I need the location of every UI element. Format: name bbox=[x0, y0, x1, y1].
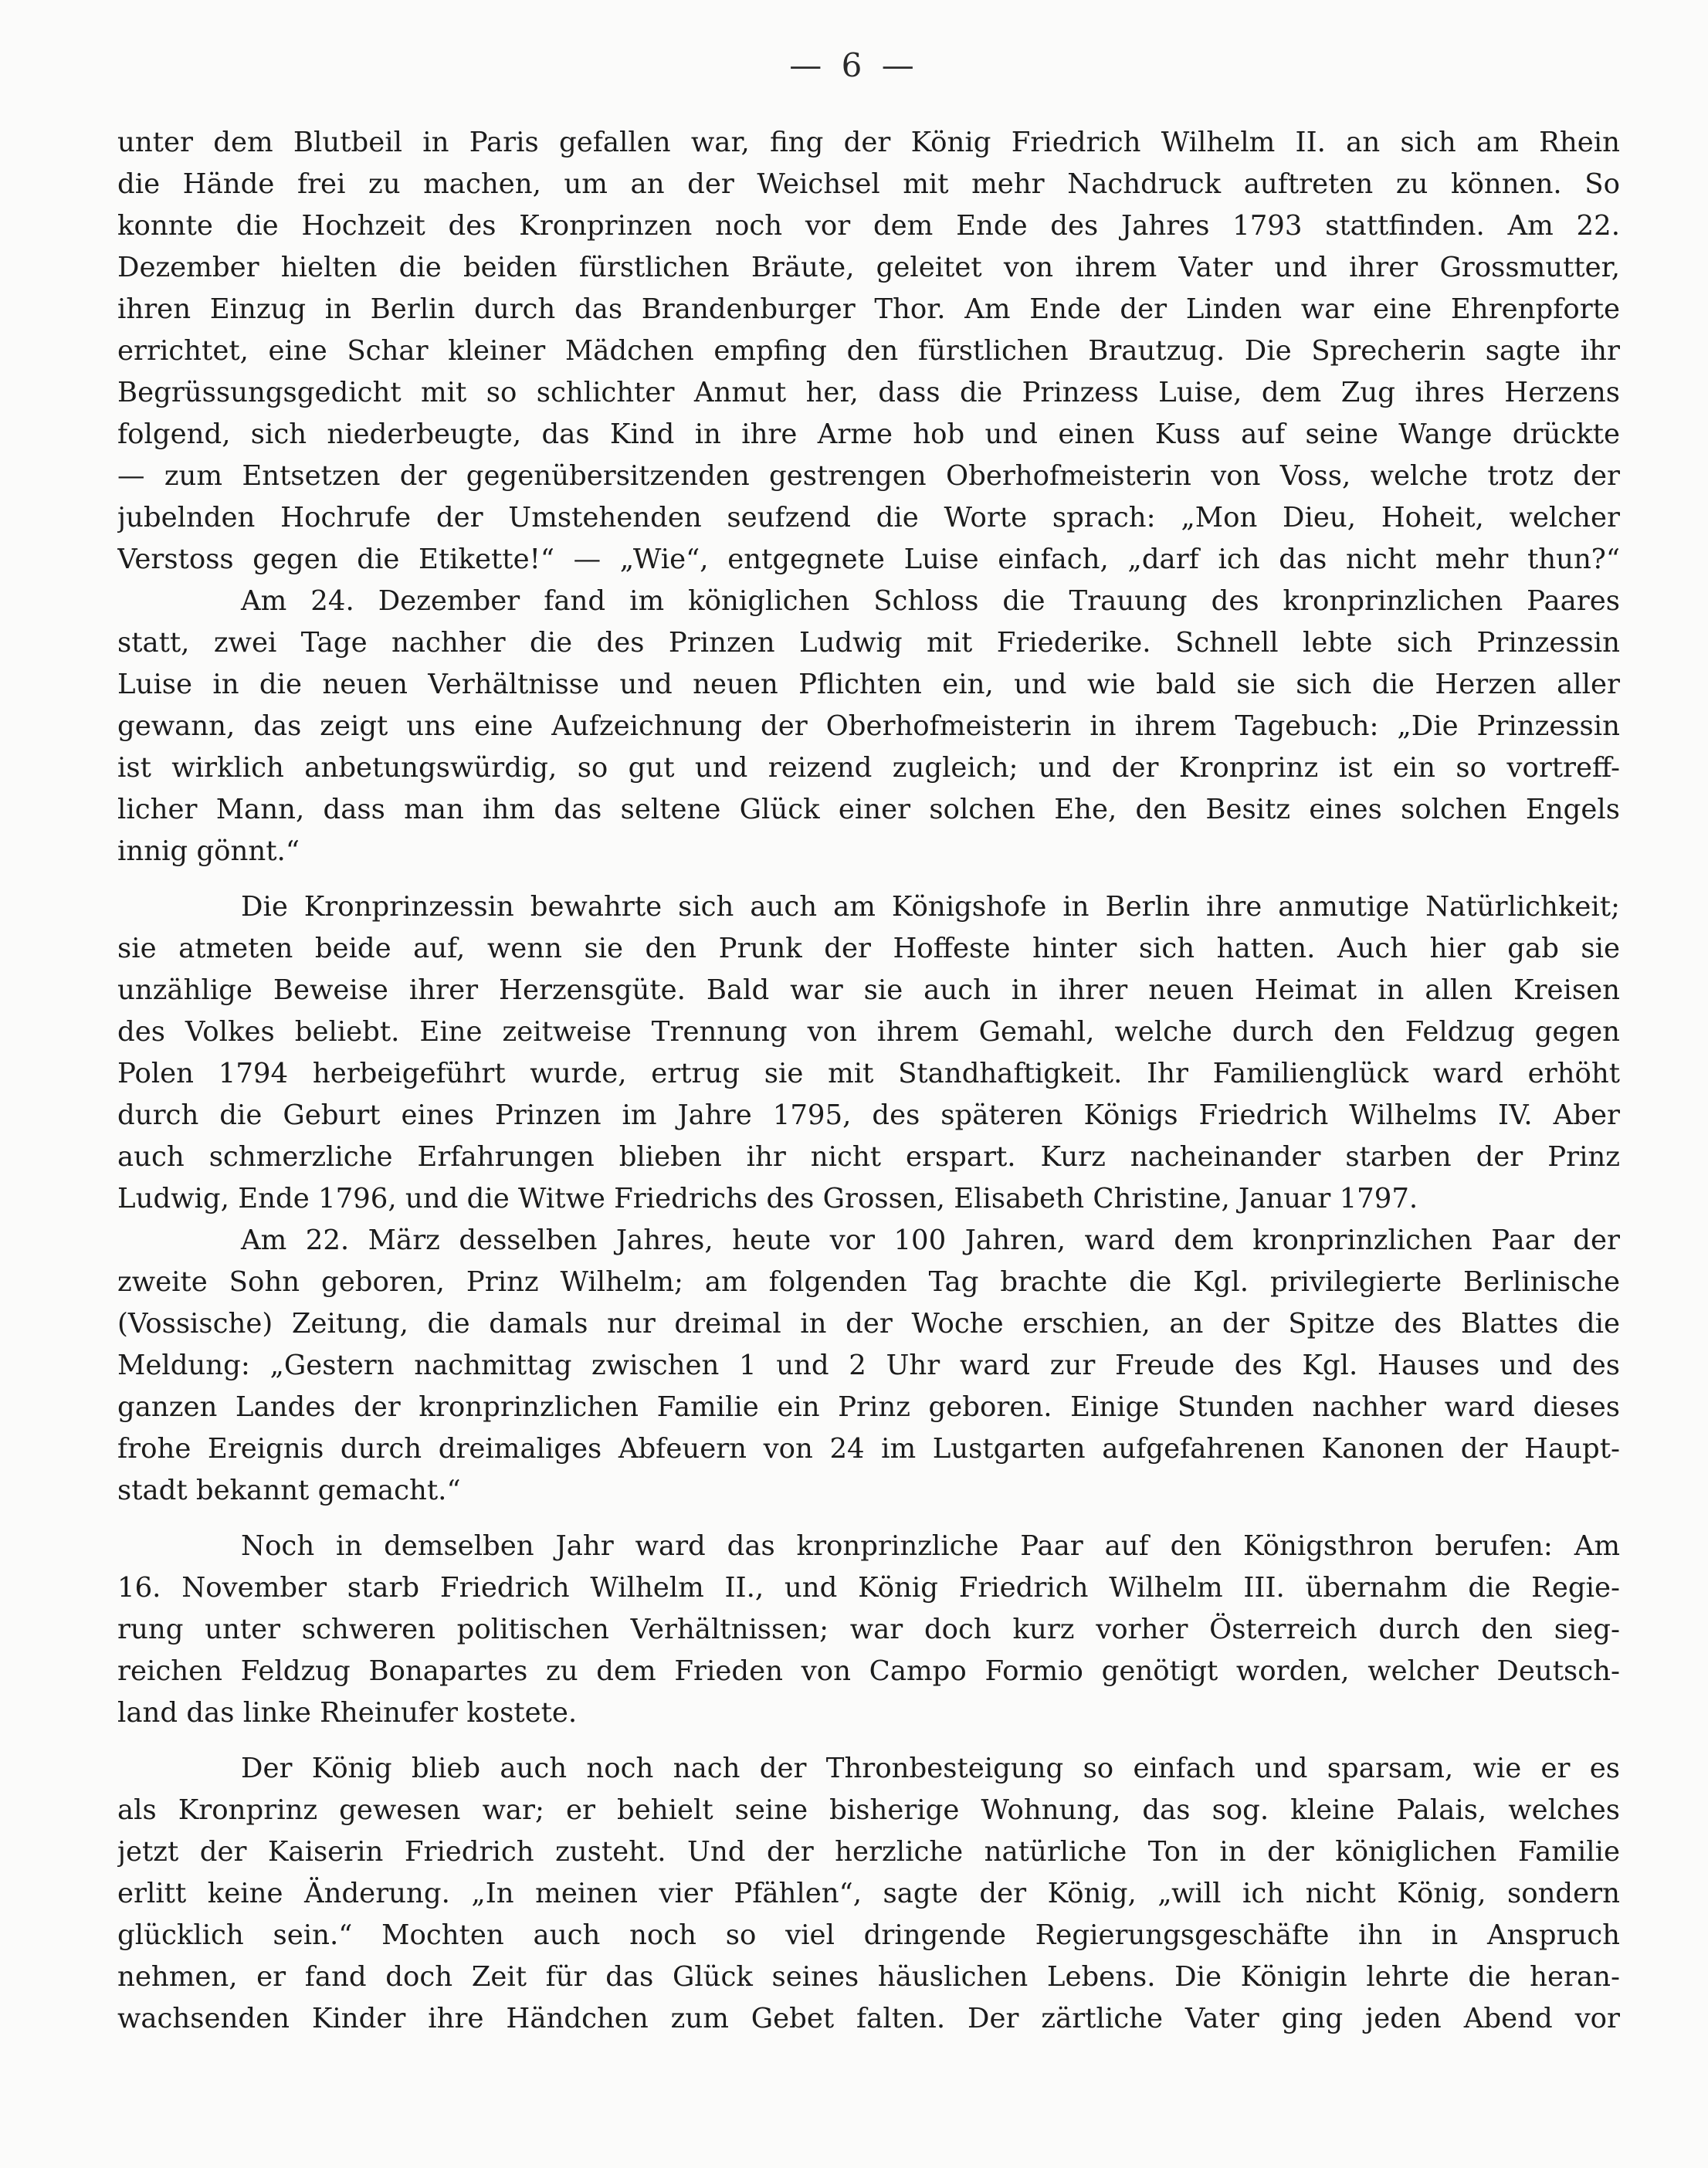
text-line: ist wirklich anbetungswürdig, so gut und reizend zugleich; und der Kronprinz ist ein so vortreff- bbox=[117, 752, 1620, 784]
text-line: jubelnden Hochrufe der Umstehenden seufzend die Worte sprach: „Mon Dieu, Hoheit, welcher bbox=[117, 502, 1620, 534]
text-line: Am 24. Dezember fand im königlichen Schloss die Trauung des kronprinzlichen Paares bbox=[241, 585, 1620, 617]
text-line: als Kronprinz gewesen war; er behielt seine bisherige Wohnung, das sog. kleine Palais, welches bbox=[117, 1794, 1620, 1826]
text-line: unter dem Blutbeil in Paris gefallen war, fing der König Friedrich Wilhelm II. an sich am Rhein bbox=[117, 127, 1620, 158]
paragraph-2 bbox=[117, 581, 1620, 872]
paragraph-1 bbox=[117, 122, 1620, 581]
text-line: rung unter schweren politischen Verhältnissen; war doch kurz vorher Österreich durch den sieg- bbox=[117, 1614, 1620, 1645]
text-line: des Volkes beliebt. Eine zeitweise Trennung von ihrem Gemahl, welche durch den Feldzug gegen bbox=[117, 1016, 1620, 1048]
text-line: — zum Entsetzen der gegenübersitzenden gestrengen Oberhofmeisterin von Voss, welche trotz der bbox=[117, 460, 1620, 492]
text-line: (Vossische) Zeitung, die damals nur dreimal in der Woche erschien, an der Spitze des Blattes die bbox=[117, 1308, 1620, 1340]
text-line: gewann, das zeigt uns eine Aufzeichnung der Oberhofmeisterin in ihrem Tagebuch: „Die Prinzessin bbox=[117, 710, 1620, 742]
text-line: konnte die Hochzeit des Kronprinzen noch vor dem Ende des Jahres 1793 stattfinden. Am 22. bbox=[117, 210, 1620, 242]
text-line: Verstoss gegen die Etikette!“ — „Wie“, entgegnete Luise einfach, „darf ich das nicht mehr thun?“ bbox=[117, 544, 1620, 575]
text-line: folgend, sich niederbeugte, das Kind in ihre Arme hob und einen Kuss auf seine Wange drückte bbox=[117, 418, 1620, 450]
text-line: erlitt keine Änderung. „In meinen vier Pfählen“, sagte der König, „will ich nicht König, sondern bbox=[117, 1878, 1620, 1909]
text-line: Die Kronprinzessin bewahrte sich auch am Königshofe in Berlin ihre anmutige Natürlichkeit; bbox=[241, 891, 1620, 923]
text-line: zweite Sohn geboren, Prinz Wilhelm; am folgenden Tag brachte die Kgl. privilegierte Berlinische bbox=[117, 1266, 1620, 1298]
text-line: land das linke Rheinufer kostete. bbox=[117, 1697, 578, 1729]
text-line: frohe Ereignis durch dreimaliges Abfeuern von 24 im Lustgarten aufgefahrenen Kanonen der Haupt- bbox=[117, 1433, 1620, 1465]
text-line: Polen 1794 herbeigeführt wurde, ertrug sie mit Standhaftigkeit. Ihr Familienglück ward erhöht bbox=[117, 1058, 1620, 1089]
text-line: reichen Feldzug Bonapartes zu dem Frieden von Campo Formio genötigt worden, welcher Deutsch- bbox=[117, 1655, 1620, 1687]
text-line: stadt bekannt gemacht.“ bbox=[117, 1475, 461, 1506]
text-line: Der König blieb auch noch nach der Thronbesteigung so einfach und sparsam, wie er es bbox=[241, 1753, 1620, 1784]
text-line: sie atmeten beide auf, wenn sie den Prunk der Hoffeste hinter sich hatten. Auch hier gab sie bbox=[117, 933, 1620, 964]
text-line: innig gönnt.“ bbox=[117, 835, 300, 867]
paragraph-3 bbox=[117, 886, 1620, 1220]
text-line: Dezember hielten die beiden fürstlichen Bräute, geleitet von ihrem Vater und ihrer Grossmutter, bbox=[117, 252, 1620, 283]
text-line: Am 22. März desselben Jahres, heute vor 100 Jahren, ward dem kronprinzlichen Paar der bbox=[241, 1225, 1620, 1256]
paragraph-5 bbox=[117, 1526, 1620, 1734]
text-line: Meldung: „Gestern nachmittag zwischen 1 und 2 Uhr ward zur Freude des Kgl. Hauses und des bbox=[117, 1350, 1620, 1381]
page-number: — 6 — bbox=[789, 46, 919, 84]
text-line: Ludwig, Ende 1796, und die Witwe Friedrichs des Grossen, Elisabeth Christine, Januar 1797. bbox=[117, 1183, 1418, 1214]
text-line: wachsenden Kinder ihre Händchen zum Gebet falten. Der zärtliche Vater ging jeden Abend vor bbox=[117, 2003, 1620, 2034]
text-line: 16. November starb Friedrich Wilhelm II., und König Friedrich Wilhelm III. übernahm die Regie- bbox=[117, 1572, 1620, 1604]
text-line: die Hände frei zu machen, um an der Weichsel mit mehr Nachdruck auftreten zu können. So bbox=[117, 168, 1620, 200]
text-line: statt, zwei Tage nachher die des Prinzen Ludwig mit Friederike. Schnell lebte sich Prinzessin bbox=[117, 627, 1620, 659]
text-line: licher Mann, dass man ihm das seltene Glück einer solchen Ehe, den Besitz eines solchen Engels bbox=[117, 794, 1620, 825]
text-line: ganzen Landes der kronprinzlichen Familie ein Prinz geboren. Einige Stunden nachher ward dieses bbox=[117, 1391, 1620, 1423]
text-line: ihren Einzug in Berlin durch das Brandenburger Thor. Am Ende der Linden war eine Ehrenpforte bbox=[117, 293, 1620, 325]
text-line: jetzt der Kaiserin Friedrich zusteht. Und der herzliche natürliche Ton in der königlichen Familie bbox=[117, 1836, 1620, 1868]
text-line: auch schmerzliche Erfahrungen blieben ihr nicht erspart. Kurz nacheinander starben der Prinz bbox=[117, 1141, 1620, 1173]
text-line: durch die Geburt eines Prinzen im Jahre 1795, des späteren Königs Friedrich Wilhelms IV. Aber bbox=[117, 1099, 1620, 1131]
text-line: Begrüssungsgedicht mit so schlichter Anmut her, dass die Prinzess Luise, dem Zug ihres Herzens bbox=[117, 377, 1620, 408]
paragraph-4 bbox=[117, 1220, 1620, 1512]
text-line: Noch in demselben Jahr ward das kronprinzliche Paar auf den Königsthron berufen: Am bbox=[241, 1530, 1620, 1562]
text-line: Luise in die neuen Verhältnisse und neuen Pflichten ein, und wie bald sie sich die Herzen aller bbox=[117, 669, 1620, 700]
text-line: unzählige Beweise ihrer Herzensgüte. Bald war sie auch in ihrer neuen Heimat in allen Kreisen bbox=[117, 974, 1620, 1006]
text-line: glücklich sein.“ Mochten auch noch so viel dringende Regierungsgeschäfte ihn in Anspruch bbox=[117, 1919, 1620, 1951]
text-line: nehmen, er fand doch Zeit für das Glück seines häuslichen Lebens. Die Königin lehrte die heran- bbox=[117, 1961, 1620, 1993]
paragraph-6 bbox=[117, 1748, 1620, 2040]
text-line: errichtet, eine Schar kleiner Mädchen empfing den fürstlichen Brautzug. Die Sprecherin sagte ihr bbox=[117, 335, 1620, 367]
body-text bbox=[117, 122, 1620, 2040]
